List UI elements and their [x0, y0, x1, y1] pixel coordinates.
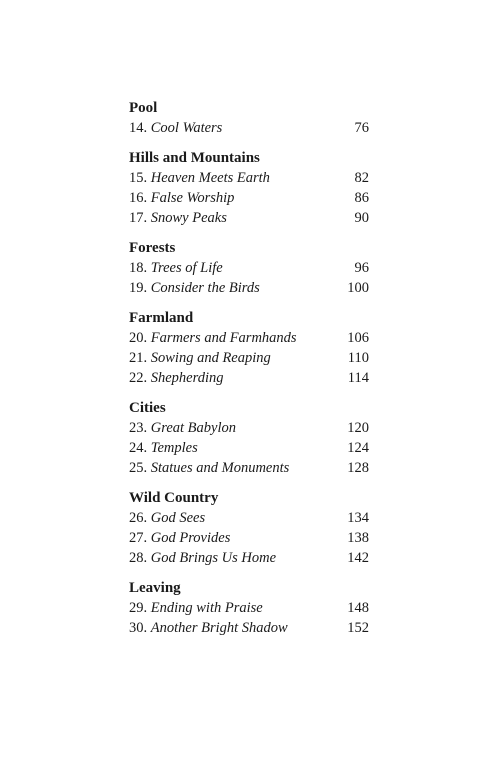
entry-number: 24. [129, 440, 148, 456]
entry-number: 14. [129, 120, 148, 136]
entry-page: 138 [347, 530, 369, 546]
entry-title: God Provides [150, 530, 231, 546]
toc-entry [129, 188, 369, 208]
entry-number: 19. [129, 280, 148, 296]
toc-entry [129, 118, 369, 138]
toc-entry [129, 208, 369, 228]
entry-title: God Sees [150, 510, 206, 526]
section-title: Hills and Mountains [129, 150, 260, 166]
table-of-contents [129, 98, 369, 648]
toc-entry [129, 458, 369, 478]
entry-number: 23. [129, 420, 148, 436]
entry-page: 114 [347, 370, 369, 386]
section-title: Farmland [129, 310, 194, 326]
entry-page: 148 [347, 600, 369, 616]
entry-page: 120 [347, 420, 369, 436]
entry-page: 124 [347, 440, 369, 456]
entry-page: 86 [354, 190, 369, 206]
entry-number: 15. [129, 170, 148, 186]
entry-title: Trees of Life [150, 260, 223, 276]
entry-title: God Brings Us Home [150, 550, 277, 566]
entry-number: 29. [129, 600, 148, 616]
entry-page: 82 [354, 170, 369, 186]
entry-number: 16. [129, 190, 148, 206]
entry-title: Temples [150, 440, 198, 456]
entry-title: Ending with Praise [150, 600, 263, 616]
toc-section-leaving [129, 578, 369, 638]
entry-number: 22. [129, 370, 148, 386]
entry-title: Heaven Meets Earth [150, 170, 270, 186]
toc-entry [129, 508, 369, 528]
entry-title: Consider the Birds [150, 280, 260, 296]
entry-page: 90 [354, 210, 369, 226]
toc-entry [129, 598, 369, 618]
entry-title: Shepherding [150, 370, 224, 386]
entry-page: 100 [347, 280, 369, 296]
entry-title: Statues and Monuments [150, 460, 290, 476]
toc-section-hills-and-mountains [129, 148, 369, 228]
entry-title: Great Babylon [150, 420, 236, 436]
toc-entry [129, 528, 369, 548]
entry-number: 28. [129, 550, 148, 566]
entry-title: Another Bright Shadow [150, 620, 288, 636]
section-title: Pool [129, 100, 158, 116]
entry-number: 18. [129, 260, 148, 276]
entry-title: Snowy Peaks [150, 210, 227, 226]
section-title: Wild Country [129, 490, 219, 506]
toc-entry [129, 258, 369, 278]
toc-entry [129, 278, 369, 298]
toc-section-pool [129, 98, 369, 138]
entry-page: 152 [347, 620, 369, 636]
entry-title: Farmers and Farmhands [150, 330, 297, 346]
entry-number: 20. [129, 330, 148, 346]
entry-number: 25. [129, 460, 148, 476]
entry-page: 110 [347, 350, 369, 366]
entry-number: 26. [129, 510, 148, 526]
toc-section-wild-country [129, 488, 369, 568]
toc-section-cities [129, 398, 369, 478]
entry-page: 134 [347, 510, 369, 526]
toc-section-forests [129, 238, 369, 298]
section-title: Forests [129, 240, 176, 256]
entry-number: 27. [129, 530, 148, 546]
entry-number: 21. [129, 350, 148, 366]
section-title: Cities [129, 400, 166, 416]
toc-entry [129, 168, 369, 188]
toc-entry [129, 438, 369, 458]
toc-entry [129, 348, 369, 368]
entry-page: 142 [347, 550, 369, 566]
section-title: Leaving [129, 580, 181, 596]
entry-title: False Worship [150, 190, 235, 206]
toc-entry [129, 418, 369, 438]
entry-page: 106 [347, 330, 369, 346]
toc-entry [129, 548, 369, 568]
entry-title: Sowing and Reaping [150, 350, 271, 366]
toc-entry [129, 328, 369, 348]
toc-section-farmland [129, 308, 369, 388]
toc-entry [129, 618, 369, 638]
entry-page: 96 [354, 260, 369, 276]
toc-entry [129, 368, 369, 388]
entry-title: Cool Waters [150, 120, 223, 136]
entry-number: 30. [129, 620, 148, 636]
entry-number: 17. [129, 210, 148, 226]
entry-page: 76 [354, 120, 369, 136]
entry-page: 128 [347, 460, 369, 476]
